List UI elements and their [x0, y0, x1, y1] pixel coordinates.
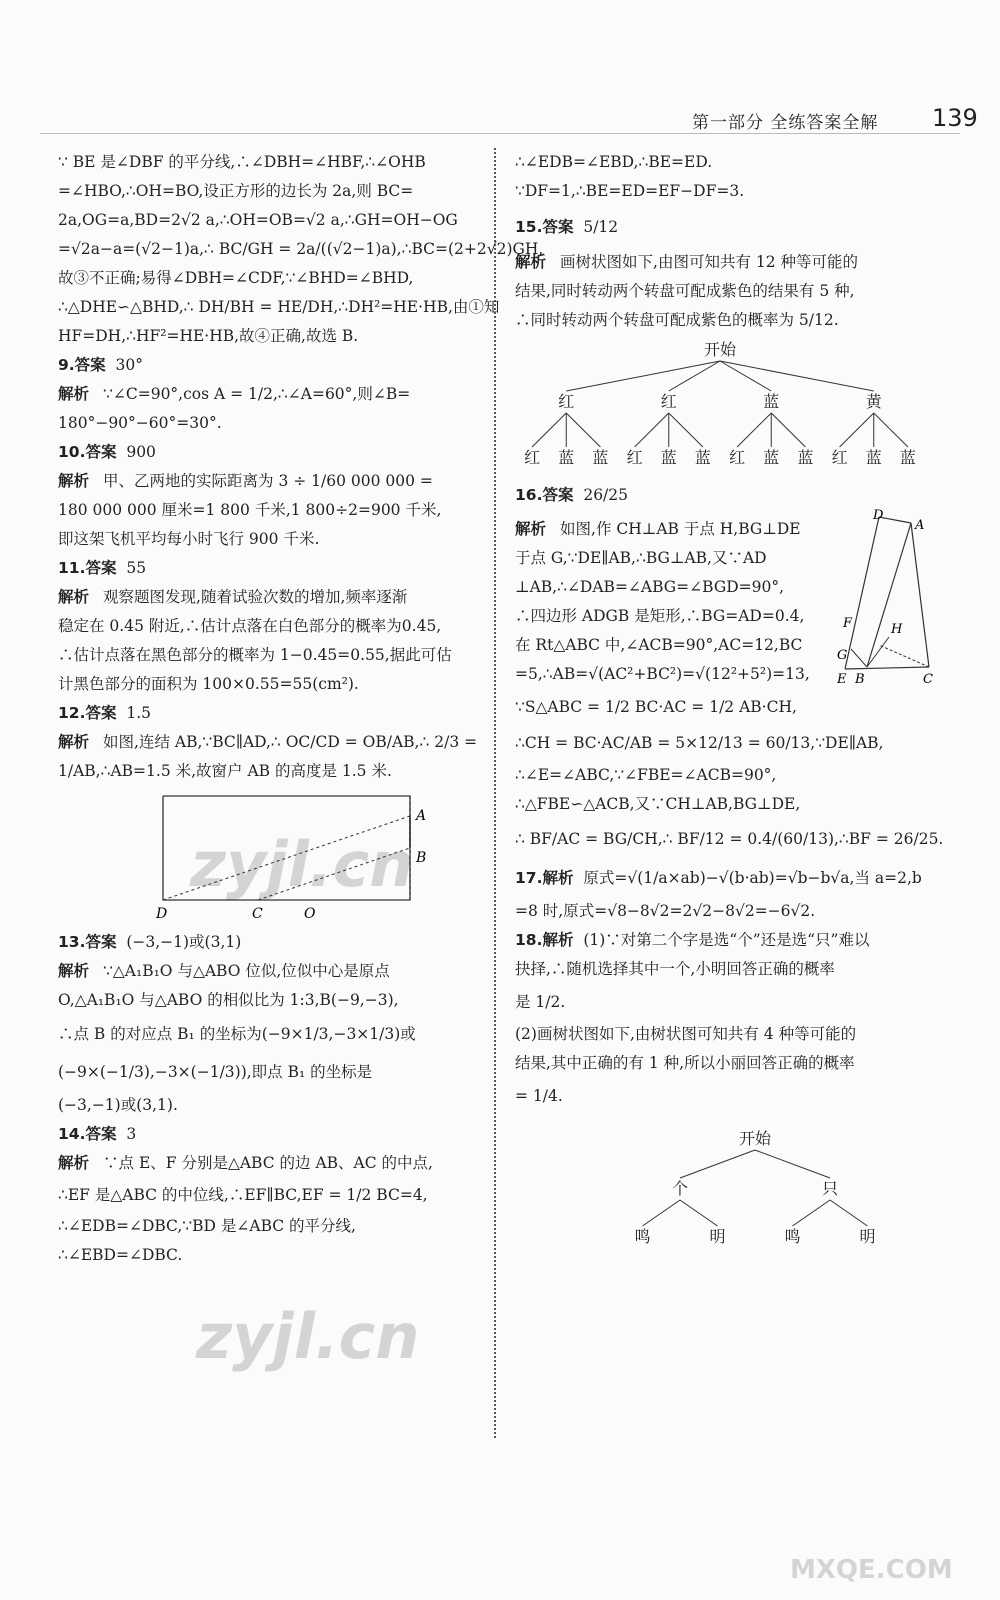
text-line: 原式=√(1/a×ab)−√(b·ab)=√b−b√a,当 a=2,b — [583, 869, 922, 887]
tree-node: 红 — [660, 392, 677, 411]
q10-label: 10.答案 — [58, 443, 117, 461]
q11-answer: 55 — [126, 559, 147, 577]
tree-leaf: 蓝 — [660, 448, 677, 467]
text-line: ∵△A₁B₁O 与△ABO 位似,位似中心是原点 — [103, 962, 390, 980]
tree-node: 只 — [821, 1179, 839, 1198]
text-line: ∴四边形 ADGB 是矩形,∴BG=AD=0.4, — [515, 607, 805, 625]
q17-label: 17.解析 — [515, 869, 574, 887]
tree-node: 蓝 — [763, 392, 780, 411]
tree-root: 开始 — [703, 340, 737, 359]
tree-branch — [874, 413, 908, 447]
text-line: 故③不正确;易得∠DBH=∠CDF,∵∠BHD=∠BHD, — [58, 269, 414, 287]
q18-label: 18.解析 — [515, 931, 574, 949]
q13-answer: (−3,−1)或(3,1) — [126, 933, 242, 951]
q14-answer: 3 — [126, 1125, 137, 1143]
tree-leaf: 明 — [859, 1227, 876, 1246]
q14-analysis-label: 解析 — [58, 1154, 90, 1172]
watermark: zyjl.cn — [190, 828, 414, 901]
text-line: ∴CH = BC·AC/AB = 5×12/13 = 60/13,∵DE∥AB, — [515, 734, 884, 752]
text-line: 如图,连结 AB,∵BC∥AD,∴ OC/CD = OB/AB,∴ 2/3 = — [103, 733, 478, 751]
tree-branch — [737, 413, 771, 447]
tree-branch — [566, 361, 720, 391]
text-line: 结果,同时转动两个转盘可配成紫色的结果有 5 种, — [515, 282, 855, 300]
tree-branch — [566, 413, 600, 447]
tree-leaf: 红 — [626, 448, 643, 467]
page-number: 139 — [932, 104, 978, 132]
text-line: 画树状图如下,由图可知共有 12 种等可能的 — [560, 253, 859, 271]
text-line: (−9×(−1/3),−3×(−1/3)),即点 B₁ 的坐标是 — [58, 1063, 373, 1081]
text-line: 在 Rt△ABC 中,∠ACB=90°,AC=12,BC — [515, 636, 803, 654]
tree-leaf: 红 — [524, 448, 541, 467]
svg-text:G: G — [837, 648, 848, 663]
tree-leaf: 鸣 — [634, 1227, 651, 1246]
q16-analysis-label: 解析 — [515, 520, 547, 538]
text-line: ∴估计点落在黑色部分的概率为 1−0.45=0.55,据此可估 — [58, 646, 452, 664]
text-line: ∴∠EBD=∠DBC. — [58, 1246, 183, 1264]
text-line: = 1/4. — [515, 1087, 563, 1105]
q9-answer: 30° — [115, 356, 144, 374]
text-line: 如图,作 CH⊥AB 于点 H,BG⊥DE — [560, 520, 801, 538]
text-line: =5,∴AB=√(AC²+BC²)=√(12²+5²)=13, — [515, 665, 810, 683]
tree-leaf: 蓝 — [899, 448, 916, 467]
fig-label: B — [416, 850, 427, 866]
svg-text:D: D — [873, 509, 884, 523]
triangle-figure — [837, 509, 937, 689]
tree-node: 红 — [558, 392, 575, 411]
text-line: O,△A₁B₁O 与△ABO 的相似比为 1:3,B(−9,−3), — [58, 991, 399, 1009]
tree-leaf: 蓝 — [592, 448, 609, 467]
q12-analysis-label: 解析 — [58, 733, 90, 751]
tree-branch — [680, 1150, 755, 1178]
q9-answer-row — [58, 351, 478, 380]
fig-label: A — [416, 808, 427, 824]
text-line: ∵∠C=90°,cos A = 1/2,∴∠A=60°,则∠B= — [103, 385, 411, 403]
tree-leaf: 蓝 — [763, 448, 780, 467]
text-line: ∴EF 是△ABC 的中位线,∴EF∥BC,EF = 1/2 BC=4, — [58, 1186, 428, 1204]
tree-leaf: 明 — [709, 1227, 726, 1246]
q11-label: 11.答案 — [58, 559, 117, 577]
tree-branch — [755, 1150, 830, 1178]
tree-branch — [771, 413, 805, 447]
tree-leaf: 红 — [831, 448, 848, 467]
tree-leaf: 蓝 — [865, 448, 882, 467]
svg-text:A: A — [915, 518, 925, 533]
q11-analysis-label: 解析 — [58, 588, 90, 606]
svg-text:B: B — [855, 672, 865, 687]
text-line: ⊥AB,∴∠DAB=∠ABG=∠BGD=90°, — [515, 578, 785, 596]
text-line: ∴△FBE∽△ACB,又∵CH⊥AB,BG⊥DE, — [515, 795, 801, 813]
tree-node: 个 — [671, 1179, 689, 1198]
text-line: 于点 G,∵DE∥AB,∴BG⊥AB,又∵AD — [515, 549, 767, 567]
q15-label: 15.答案 — [515, 218, 574, 236]
fig-label: C — [252, 906, 263, 922]
header-rule — [40, 133, 960, 134]
tree-node: 黄 — [865, 392, 882, 411]
fig-label: O — [304, 906, 316, 922]
text-line: ∴∠EDB=∠DBC,∵BD 是∠ABC 的平分线, — [58, 1217, 356, 1235]
text-line: ∵ BE 是∠DBF 的平分线,∴∠DBH=∠HBF,∴∠OHB — [58, 153, 426, 171]
tree-leaf: 鸣 — [784, 1227, 801, 1246]
word-tree-diagram — [515, 1114, 945, 1244]
text-line: ∴∠EDB=∠EBD,∴BE=ED. — [515, 153, 713, 171]
text-line: ∵DF=1,∴BE=ED=EF−DF=3. — [515, 182, 745, 200]
text-line: 观察题图发现,随着试验次数的增加,频率逐渐 — [103, 588, 408, 606]
text-line: 是 1/2. — [515, 993, 566, 1011]
text-line: ∴∠E=∠ABC,∵∠FBE=∠ACB=90°, — [515, 766, 777, 784]
tree-branch — [720, 361, 874, 391]
tree-leaf: 蓝 — [797, 448, 814, 467]
q15-analysis-label: 解析 — [515, 253, 547, 271]
fig-label: D — [156, 906, 168, 922]
tree-branch — [830, 1200, 868, 1226]
text-line: (1)∵对第二个字是选“个”还是选“只”难以 — [583, 931, 870, 949]
text-line: 计黑色部分的面积为 100×0.55=55(cm²). — [58, 675, 359, 693]
tree-leaf: 蓝 — [694, 448, 711, 467]
text-line: 甲、乙两地的实际距离为 3 ÷ 1/60 000 000 = — [103, 472, 433, 490]
q15-answer: 5/12 — [583, 218, 619, 236]
text-line: 即这架飞机平均每小时飞行 900 千米. — [58, 530, 320, 548]
q13-label: 13.答案 — [58, 933, 117, 951]
watermark: MXQE.COM — [790, 1555, 953, 1585]
tree-branch — [669, 413, 703, 447]
watermark: zyjl.cn — [196, 1300, 420, 1373]
tree-branch — [635, 413, 669, 447]
text-line: 2a,OG=a,BD=2√2 a,∴OH=OB=√2 a,∴GH=OH−OG — [58, 211, 458, 229]
text-line: ∵点 E、F 分别是△ABC 的边 AB、AC 的中点, — [103, 1154, 433, 1172]
text-line: ∴点 B 的对应点 B₁ 的坐标为(−9×1/3,−3×1/3)或 — [58, 1025, 416, 1043]
text-line: 结果,其中正确的有 1 种,所以小丽回答正确的概率 — [515, 1054, 855, 1072]
text-line: 180°−90°−60°=30°. — [58, 414, 222, 432]
text-line: 180 000 000 厘米=1 800 千米,1 800÷2=900 千米, — [58, 501, 442, 519]
q10-answer: 900 — [126, 443, 156, 461]
tree-branch — [532, 413, 566, 447]
svg-text:F: F — [843, 616, 853, 631]
text-line: 抉择,∴随机选择其中一个,小明回答正确的概率 — [515, 960, 835, 978]
right-column — [515, 148, 945, 1244]
tree-leaf: 蓝 — [558, 448, 575, 467]
tree-branch — [643, 1200, 681, 1226]
tree-branch — [840, 413, 874, 447]
text-line: ∴同时转动两个转盘可配成紫色的概率为 5/12. — [515, 311, 839, 329]
text-line: =√2a−a=(√2−1)a,∴ BC/GH = 2a/((√2−1)a),∴BC=(2+2√2)GH, — [58, 240, 544, 258]
text-line: (−3,−1)或(3,1). — [58, 1096, 178, 1114]
text-line: ∴ BF/AC = BG/CH,∴ BF/12 = 0.4/(60/13),∴BF = 26/25. — [515, 830, 944, 848]
text-line: =8 时,原式=√8−8√2=2√2−8√2=−6√2. — [515, 902, 816, 920]
q12-answer: 1.5 — [126, 704, 151, 722]
text-line: 1/AB,∴AB=1.5 米,故窗户 AB 的高度是 1.5 米. — [58, 762, 392, 780]
q9-analysis-label: 解析 — [58, 385, 90, 403]
color-tree-diagram — [515, 335, 945, 475]
svg-text:C: C — [923, 672, 933, 687]
running-header: 第一部分 全练答案全解 — [692, 113, 879, 133]
text-line: ∴△DHE∽△BHD,∴ DH/BH = HE/DH,∴DH²=HE·HB,由①知 — [58, 298, 500, 316]
tree-leaf: 红 — [729, 448, 746, 467]
q16-answer: 26/25 — [583, 486, 628, 504]
tree-root: 开始 — [738, 1129, 772, 1148]
text-line: 稳定在 0.45 附近,∴估计点落在白色部分的概率为0.45, — [58, 617, 442, 635]
tree-branch — [793, 1200, 831, 1226]
svg-text:E: E — [837, 672, 847, 687]
q10-analysis-label: 解析 — [58, 472, 90, 490]
q12-label: 12.答案 — [58, 704, 117, 722]
text-line: (2)画树状图如下,由树状图可知共有 4 种等可能的 — [515, 1025, 857, 1043]
text-line: =∠HBO,∴OH=BO,设正方形的边长为 2a,则 BC= — [58, 182, 414, 200]
q9-label: 9.答案 — [58, 356, 106, 374]
svg-text:H: H — [891, 622, 903, 637]
text-line: HF=DH,∴HF²=HE·HB,故④正确,故选 B. — [58, 327, 359, 345]
text-line: ∵S△ABC = 1/2 BC·AC = 1/2 AB·CH, — [515, 698, 797, 716]
q14-label: 14.答案 — [58, 1125, 117, 1143]
tree-branch — [680, 1200, 718, 1226]
q13-analysis-label: 解析 — [58, 962, 90, 980]
q16-label: 16.答案 — [515, 486, 574, 504]
column-divider — [494, 148, 496, 1438]
